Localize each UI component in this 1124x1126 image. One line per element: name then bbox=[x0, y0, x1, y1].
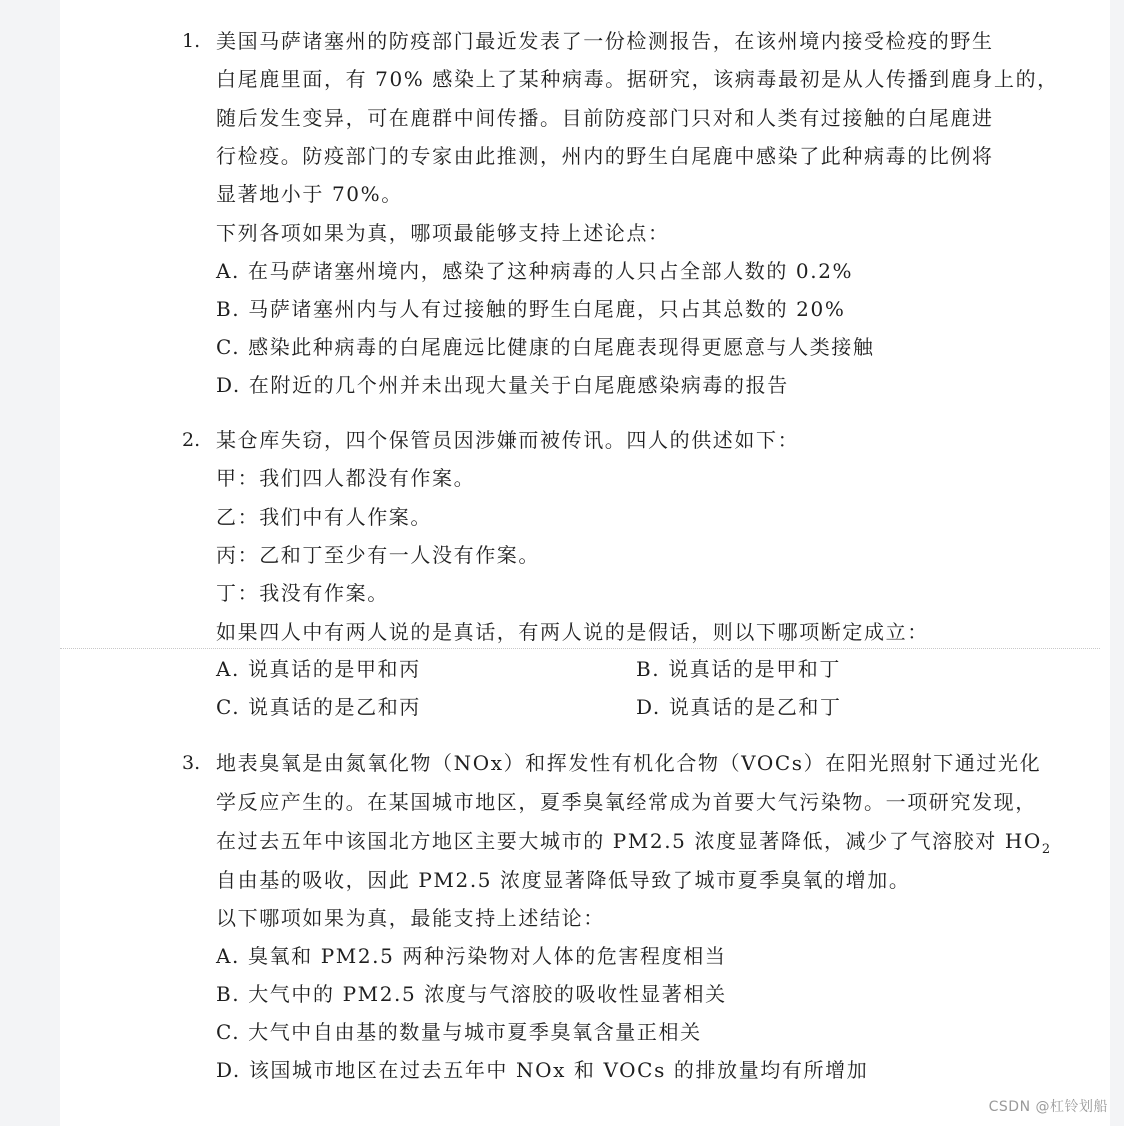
option-d: D. 在附近的几个州并未出现大量关于白尾鹿感染病毒的报告 bbox=[216, 373, 789, 397]
statement-bing: 丙：乙和丁至少有一人没有作案。 bbox=[216, 543, 540, 567]
statement-jia: 甲：我们四人都没有作案。 bbox=[216, 466, 476, 490]
question-stem-line bbox=[216, 828, 1052, 863]
question-prompt: 下列各项如果为真，哪项最能够支持上述论点： bbox=[216, 221, 670, 245]
option-d: D. 该国城市地区在过去五年中 NOx 和 VOCs 的排放量均有所增加 bbox=[216, 1058, 869, 1082]
question-stem-line: 行检疫。防疫部门的专家由此推测，州内的野生白尾鹿中感染了此种病毒的比例将 bbox=[216, 144, 994, 168]
question-number: 1. bbox=[182, 30, 201, 52]
option-b: B. 大气中的 PM2.5 浓度与气溶胶的吸收性显著相关 bbox=[216, 982, 727, 1006]
option-c: C. 大气中自由基的数量与城市夏季臭氧含量正相关 bbox=[216, 1020, 702, 1044]
question-number: 2. bbox=[182, 429, 201, 451]
option-c: C. 感染此种病毒的白尾鹿远比健康的白尾鹿表现得更愿意与人类接触 bbox=[216, 335, 875, 359]
question-stem-line: 地表臭氧是由氮氧化物（NOx）和挥发性有机化合物（VOCs）在阳光照射下通过光化 bbox=[216, 751, 1042, 775]
option-a: A. 在马萨诸塞州境内，感染了这种病毒的人只占全部人数的 0.2% bbox=[216, 259, 854, 283]
statement-yi: 乙：我们中有人作案。 bbox=[216, 505, 432, 529]
page-fold-line bbox=[60, 648, 1100, 649]
question-stem-line: 美国马萨诸塞州的防疫部门最近发表了一份检测报告，在该州境内接受检疫的野生 bbox=[216, 29, 994, 53]
option-a: A. 说真话的是甲和丙 bbox=[216, 657, 421, 681]
csdn-watermark: CSDN @杠铃划船 bbox=[988, 1099, 1108, 1115]
question-prompt: 如果四人中有两人说的是真话，有两人说的是假话，则以下哪项断定成立： bbox=[216, 620, 929, 644]
question-stem-line: 某仓库失窃，四个保管员因涉嫌而被传讯。四人的供述如下： bbox=[216, 428, 800, 452]
question-number: 3. bbox=[182, 752, 201, 774]
option-c: C. 说真话的是乙和丙 bbox=[216, 695, 421, 719]
option-b: B. 说真话的是甲和丁 bbox=[636, 657, 842, 681]
option-a: A. 臭氧和 PM2.5 两种污染物对人体的危害程度相当 bbox=[216, 944, 727, 968]
question-prompt: 以下哪项如果为真，最能支持上述结论： bbox=[216, 906, 605, 930]
stem-text: 在过去五年中该国北方地区主要大城市的 PM2.5 浓度显著降低，减少了气溶胶对 HO bbox=[216, 829, 1042, 853]
statement-ding: 丁：我没有作案。 bbox=[216, 581, 389, 605]
question-stem-line: 白尾鹿里面，有 70% 感染上了某种病毒。据研究，该病毒最初是从人传播到鹿身上的， bbox=[216, 67, 1059, 91]
option-b: B. 马萨诸塞州内与人有过接触的野生白尾鹿，只占其总数的 20% bbox=[216, 297, 846, 321]
option-d: D. 说真话的是乙和丁 bbox=[636, 695, 842, 719]
question-stem-line: 随后发生变异，可在鹿群中间传播。目前防疫部门只对和人类有过接触的白尾鹿进 bbox=[216, 106, 994, 130]
question-stem-line: 自由基的吸收，因此 PM2.5 浓度显著降低导致了城市夏季臭氧的增加。 bbox=[216, 868, 911, 892]
question-stem-line: 学反应产生的。在某国城市地区，夏季臭氧经常成为首要大气污染物。一项研究发现， bbox=[216, 790, 1037, 814]
ho2-subscript: 2 bbox=[1041, 842, 1052, 857]
question-stem-line: 显著地小于 70%。 bbox=[216, 182, 403, 206]
